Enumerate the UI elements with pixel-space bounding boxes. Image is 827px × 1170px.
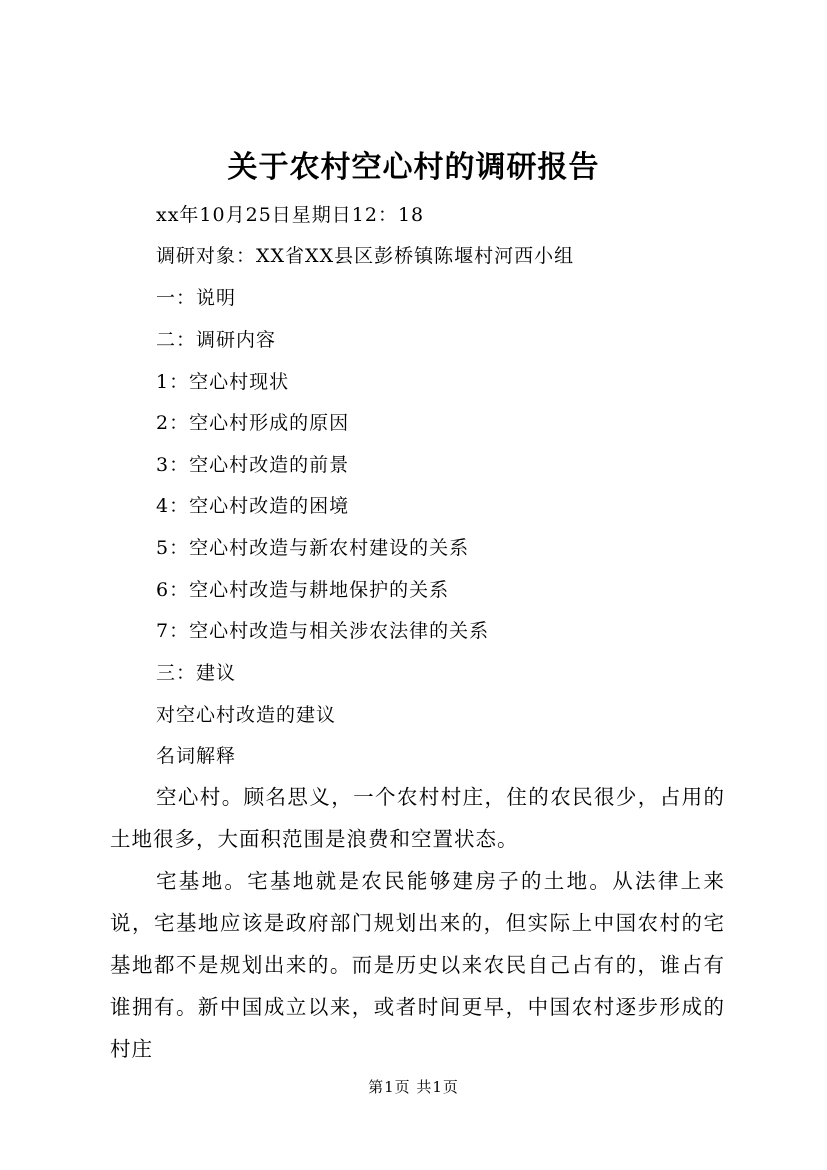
outline-item: 对空心村改造的建议 (156, 704, 337, 726)
definition-paragraph: 宅基地。宅基地就是农民能够建房子的土地。从法律上来说，宅基地应该是政府部门规划出来的，但实际上中国农村的宅基地都不是规划出来的。而是历史以来农民自己占有的，谁占有谁拥有。新中国成立以来，或者时间更早，中国农村逐步形成的村庄 (110, 869, 725, 1061)
outline-item: 二：调研内容 (156, 329, 277, 351)
outline-item: 6：空心村改造与耕地保护的关系 (156, 579, 450, 601)
outline-item: 3：空心村改造的前景 (156, 454, 350, 476)
definition-paragraph: 空心村。顾名思义，一个农村村庄，住的农民很少，占用的土地很多，大面积范围是浪费和空置状态。 (110, 785, 725, 851)
outline-item: 5：空心村改造与新农村建设的关系 (156, 537, 470, 559)
date-line: xx年10月25日星期日12：18 (156, 204, 425, 226)
document-title: 关于农村空心村的调研报告 (227, 150, 600, 185)
outline-item: 名词解释 (156, 745, 237, 767)
outline-item: 一：说明 (156, 287, 237, 309)
subject-line: 调研对象：XX省XX县区彭桥镇陈堰村河西小组 (156, 245, 575, 267)
outline-item: 1：空心村现状 (156, 371, 290, 393)
outline-item: 4：空心村改造的困境 (156, 495, 350, 517)
page-footer: 第1页 共1页 (368, 1078, 459, 1096)
outline-item: 7：空心村改造与相关涉农法律的关系 (156, 620, 490, 642)
outline-item: 三：建议 (156, 662, 237, 684)
outline-item: 2：空心村形成的原因 (156, 412, 350, 434)
